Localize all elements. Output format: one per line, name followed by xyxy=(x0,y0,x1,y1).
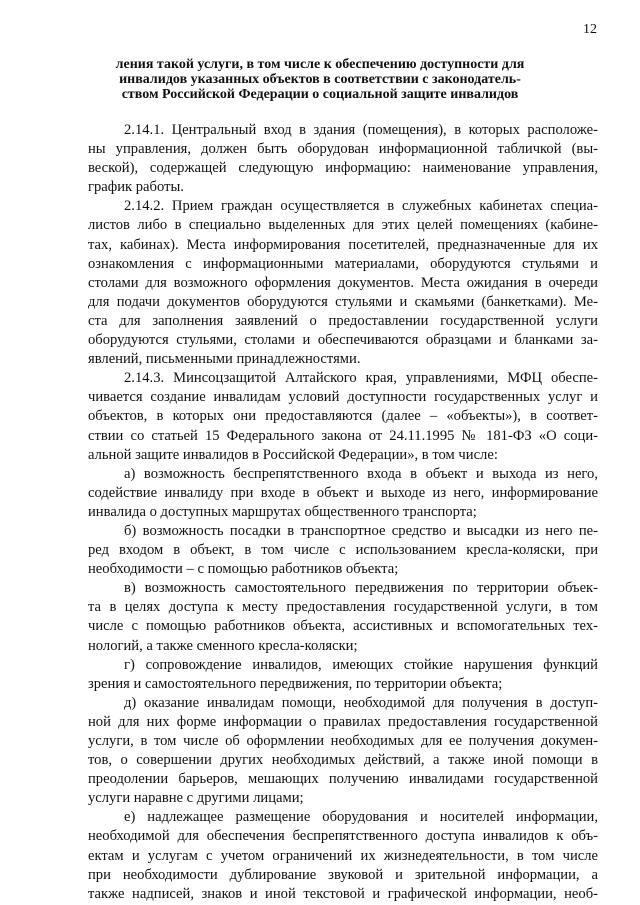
heading-line: инвалидов указанных объектов в соответствии с законодатель- xyxy=(119,72,521,87)
text-line: тов, о совершении других необходимых действий, а также иной помощи в xyxy=(88,752,598,769)
text-line: инвалида о доступных маршрутах общественного транспорта; xyxy=(88,503,477,520)
text-line: 2.14.2. Прием граждан осуществляется в служебных кабинетах специа- xyxy=(124,198,598,215)
text-line: 2.14.3. Минсоцзащитой Алтайского края, управлениями, МФЦ обеспе- xyxy=(124,370,598,387)
text-line: а) возможность беспрепятственного входа в объект и выхода из него, xyxy=(124,465,598,482)
section-heading xyxy=(100,57,540,102)
paragraph xyxy=(88,121,598,197)
text-line: альной защите инвалидов в Российской Федерации», в том числе: xyxy=(88,446,498,463)
paragraph xyxy=(88,808,598,903)
paragraph xyxy=(88,694,598,809)
text-line: нологий, а также сменного кресла-коляски; xyxy=(88,637,358,654)
text-line: чивается создание инвалидам условий доступности государственных услуг и xyxy=(88,389,598,406)
text-line: оборудуются стульями, столами и обеспечиваются образцами и бланками за- xyxy=(88,332,598,349)
paragraph xyxy=(88,197,598,369)
paragraph xyxy=(88,369,598,464)
text-line: зрения и самостоятельного передвижения, по территории объекта; xyxy=(88,675,503,692)
heading-line: ления такой услуги, в том числе к обеспечению доступности для xyxy=(115,57,525,72)
text-line: б) возможность посадки в транспортное средство и высадки из него пе- xyxy=(124,522,598,539)
text-line: явлений, письменными принадлежностями. xyxy=(88,351,361,368)
text-line: также надписей, знаков и иной текстовой и графической информации, необ- xyxy=(88,885,598,902)
text-line: преодолении барьеров, мешающих получению инвалидами государственной xyxy=(88,771,598,788)
text-line: тах, кабинах). Места информирования посетителей, предназначенные для их xyxy=(88,236,598,253)
paragraph xyxy=(88,522,598,579)
text-line: 2.14.1. Центральный вход в здания (помещения), в которых расположе- xyxy=(124,122,598,138)
text-line: ствии со статьей 15 Федерального закона от 24.11.1995 № 181-ФЗ «О соци- xyxy=(88,427,598,444)
paragraph xyxy=(88,656,598,694)
text-line: веской), содержащей следующую информацию: наименование управления, xyxy=(88,160,598,177)
text-line: ны управления, должен быть оборудован информационной табличкой (вы- xyxy=(88,141,598,158)
text-line: ста для заполнения заявлений о предоставлении государственной услуги xyxy=(88,312,598,329)
paragraph xyxy=(88,579,598,655)
paragraph xyxy=(88,465,598,522)
text-line: объектов, в которых они предоставляются (далее – «объекты»), в соответ- xyxy=(88,408,598,425)
text-line: числе с помощью работников объекта, ассистивных и вспомогательных тех- xyxy=(88,618,598,635)
text-line: для подачи документов оборудуются стульями и скамьями (банкетками). Ме- xyxy=(88,293,598,310)
text-line: ред входом в объект, в том числе с использованием кресла-коляски, при xyxy=(88,542,598,559)
text-line: ознакомления с информационными материалами, оборудуются стульями и xyxy=(88,255,598,272)
text-line: д) оказание инвалидам помощи, необходимой для получения в доступ- xyxy=(124,694,598,711)
text-line: г) сопровождение инвалидов, имеющих стойкие нарушения функций xyxy=(124,656,598,673)
text-line: столами для возможного оформления документов. Места ожидания в очереди xyxy=(88,274,598,291)
text-line: та в целях доступа к месту предоставления государственной услуги, в том xyxy=(88,599,598,616)
text-line: необходимости – с помощью работников объекта; xyxy=(88,561,399,578)
text-line: график работы. xyxy=(88,179,184,196)
text-line: содействие инвалиду при входе в объект и выходе из него, информирование xyxy=(88,484,598,501)
heading-line: ством Российской Федерации о социальной защите инвалидов xyxy=(121,87,519,102)
text-line: ной для них форме информации о правилах предоставления государственной xyxy=(88,713,598,730)
text-line: услуги наравне с другими лицами; xyxy=(88,790,304,807)
text-line: в) возможность самостоятельного передвижения по территории объек- xyxy=(124,580,598,597)
text-line: услуги, в том числе об оформлении необходимых для ее получения докумен- xyxy=(88,733,598,749)
text-line: при необходимости дублирование звуковой и зрительной информации, а xyxy=(88,866,598,883)
document-body xyxy=(88,121,598,904)
text-line: е) надлежащее размещение оборудования и носителей информации, xyxy=(124,809,598,826)
page-number: 12 xyxy=(583,22,597,37)
text-line: ектам и услугам с учетом ограничений их жизнедеятельности, в том числе xyxy=(88,847,598,864)
text-line: листов либо в специально выделенных для этих целей помещениях (кабине- xyxy=(88,217,598,234)
text-line: необходимой для обеспечения беспрепятственного доступа инвалидов к объ- xyxy=(88,828,598,845)
